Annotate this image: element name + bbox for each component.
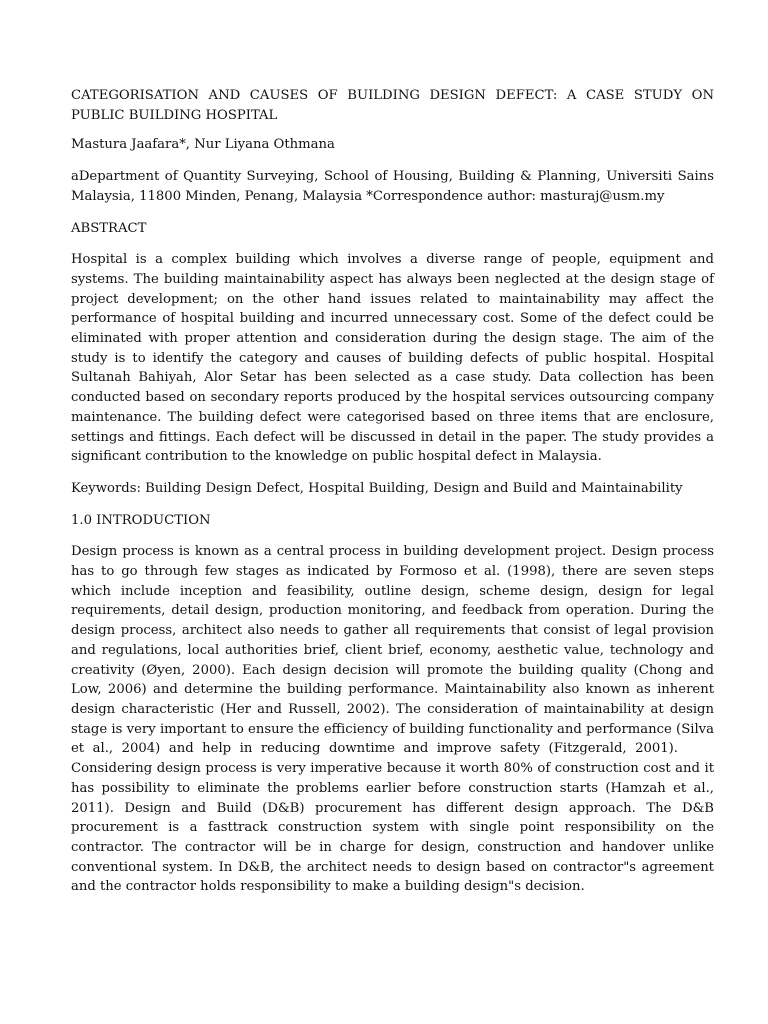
affiliation: aDepartment of Quantity Surveying, School of Housing, Building & Planning, Universiti Sains Malaysia, 11800 Minden, Penang, Malaysia *Correspondence author: masturaj@usm.my: [71, 169, 714, 204]
abstract-body: Hospital is a complex building which involves a diverse range of people, equipment and systems. The building maintainability aspect has always been neglected at the design stage of project development; on the other hand issues related to maintainability may affect the performance of hospital building and incurred unnecessary cost. Some of the defect could be eliminated with proper attention and consideration during the design stage. The aim of the study is to identify the category and causes of building defects of public hospital. Hospital Sultanah Bahiyah, Alor Setar has been selected as a case study. Data collection has been conducted based on secondary reports produced by the hospital services outsourcing company maintenance. The building defect were categorised based on three items that are enclosure, settings and fittings. Each defect will be discussed in detail in the paper. The study provides a significant contribution to the knowledge on public hospital defect in Malaysia.: [71, 252, 714, 465]
intro-text-part-2: Considering design process is very imperative because it worth 80% of construction cost and it has possibility to eliminate the problems earlier before construction starts (Hamzah et al., 2011). Design and Build (D&B) procurement has different design approach. The D&B procurement is a fasttrack construction system with single point responsibility on the contractor. The contractor will be in charge for design, construction and handover unlike conventional system. In D&B, the architect needs to design based on contractor"s agreement and the contractor holds responsibility to make a building design"s decision.: [71, 761, 714, 895]
section-heading-introduction: 1.0 INTRODUCTION: [71, 512, 211, 528]
author-list: Mastura Jaafara*, Nur Liyana Othmana: [71, 137, 335, 153]
paper-title: CATEGORISATION AND CAUSES OF BUILDING DESIGN DEFECT: A CASE STUDY ON PUBLIC BUILDING HOSPITAL: [71, 88, 714, 123]
introduction-paragraph: [71, 542, 714, 897]
keywords: Keywords: Building Design Defect, Hospital Building, Design and Build and Maintainability: [71, 480, 683, 496]
paper-page: [71, 86, 714, 897]
abstract-heading: ABSTRACT: [71, 220, 147, 236]
intro-text-part-1: Design process is known as a central process in building development project. Design process has to go through few stages as indicated by Formoso et al. (1998), there are seven steps which include inception and feasibility, outline design, scheme design, design for legal requirements, detail design, production monitoring, and feedback from operation. During the design process, architect also needs to gather all requirements that consist of legal provision and regulations, local authorities brief, client brief, economy, aesthetic value, technology and creativity (Øyen, 2000). Each design decision will promote the building quality (Chong and Low, 2006) and determine the building performance. Maintainability also known as inherent design characteristic (Her and Russell, 2002). The consideration of maintainability at design stage is very important to ensure the efficiency of building functionality and performance (Silva et al., 2004) and help in reducing downtime and improve safety (Fitzgerald, 2001).: [71, 544, 714, 757]
